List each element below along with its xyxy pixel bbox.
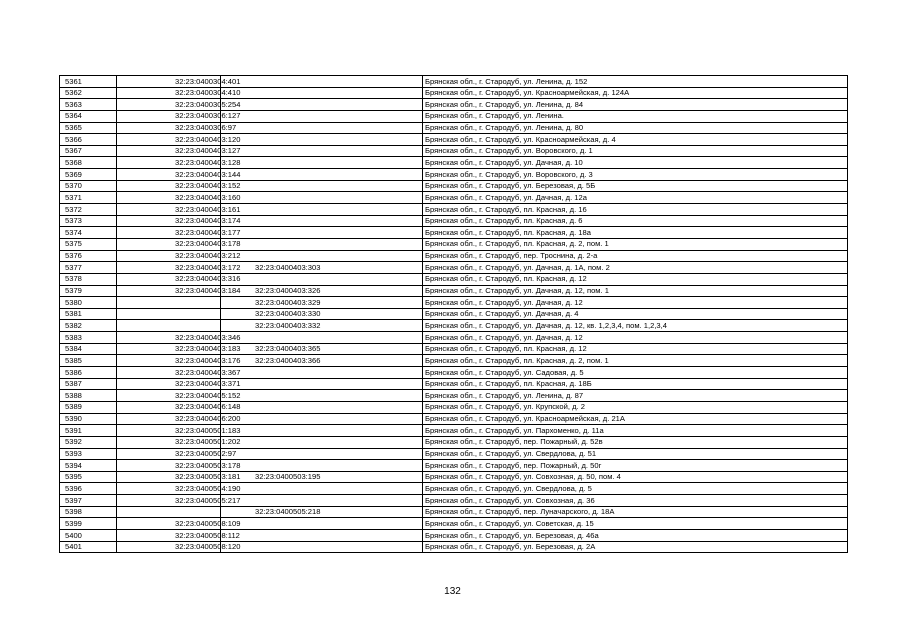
previous-cadastral-number-cell [221,436,423,448]
cadastral-number-cell: 32:23:0400306:97 [117,122,221,134]
table-row [60,308,848,320]
address-cell: Брянская обл., г. Стародуб, ул. Ленина, д. 87 [423,390,848,402]
address-cell: Брянская обл., г. Стародуб, пл. Красная, д. 2, пом. 1 [423,355,848,367]
address-cell: Брянская обл., г. Стародуб, ул. Ленина, д. 80 [423,122,848,134]
address-cell: Брянская обл., г. Стародуб, ул. Ленина, д. 84 [423,99,848,111]
table-row [60,157,848,169]
row-number-cell: 5377 [60,262,117,274]
table-row [60,343,848,355]
table-row [60,204,848,216]
previous-cadastral-number-cell [221,134,423,146]
previous-cadastral-number-cell [221,87,423,99]
previous-cadastral-number-cell [221,76,423,88]
previous-cadastral-number-cell [221,529,423,541]
address-cell: Брянская обл., г. Стародуб, ул. Дачная, д. 1А, пом. 2 [423,262,848,274]
table-row [60,285,848,297]
row-number-cell: 5373 [60,215,117,227]
address-cell: Брянская обл., г. Стародуб, ул. Дачная, д. 10 [423,157,848,169]
table-row [60,436,848,448]
cadastral-number-cell: 32:23:0400304:401 [117,76,221,88]
table-row [60,215,848,227]
cadastral-number-cell: 32:23:0400403:316 [117,273,221,285]
row-number-cell: 5388 [60,390,117,402]
table-row [60,192,848,204]
table-row [60,529,848,541]
cadastral-number-cell: 32:23:0400406:148 [117,401,221,413]
previous-cadastral-number-cell [221,378,423,390]
row-number-cell: 5363 [60,99,117,111]
cadastral-number-cell: 32:23:0400403:144 [117,169,221,181]
cadastral-number-cell: 32:23:0400505:217 [117,495,221,507]
row-number-cell: 5396 [60,483,117,495]
previous-cadastral-number-cell [221,483,423,495]
row-number-cell: 5386 [60,367,117,379]
previous-cadastral-number-cell: 32:23:0400505:218 [221,506,423,518]
row-number-cell: 5383 [60,332,117,344]
row-number-cell: 5379 [60,285,117,297]
cadastral-number-cell: 32:23:0400304:410 [117,87,221,99]
previous-cadastral-number-cell [221,110,423,122]
registry-table [59,75,848,553]
address-cell: Брянская обл., г. Стародуб, пл. Красная, д. 12 [423,273,848,285]
cadastral-number-cell: 32:23:0400403:127 [117,145,221,157]
table-row [60,367,848,379]
address-cell: Брянская обл., г. Стародуб, ул. Воровского, д. 3 [423,169,848,181]
cadastral-number-cell: 32:23:0400405:152 [117,390,221,402]
address-cell: Брянская обл., г. Стародуб, ул. Крупской, д. 2 [423,401,848,413]
registry-table-body [60,76,848,553]
cadastral-number-cell: 32:23:0400403:160 [117,192,221,204]
address-cell: Брянская обл., г. Стародуб, пер. Пожарный, д. 50г [423,460,848,472]
address-cell: Брянская обл., г. Стародуб, ул. Дачная, д. 12 [423,332,848,344]
cadastral-number-cell: 32:23:0400403:174 [117,215,221,227]
row-number-cell: 5401 [60,541,117,553]
address-cell: Брянская обл., г. Стародуб, ул. Дачная, д. 12 [423,297,848,309]
address-cell: Брянская обл., г. Стародуб, пл. Красная, д. 18а [423,227,848,239]
address-cell: Брянская обл., г. Стародуб, ул. Ленина. [423,110,848,122]
row-number-cell: 5367 [60,145,117,157]
table-row [60,180,848,192]
cadastral-number-cell: 32:23:0400306:127 [117,110,221,122]
address-cell: Брянская обл., г. Стародуб, пл. Красная, д. 16 [423,204,848,216]
table-row [60,145,848,157]
row-number-cell: 5382 [60,320,117,332]
row-number-cell: 5387 [60,378,117,390]
row-number-cell: 5399 [60,518,117,530]
previous-cadastral-number-cell [221,99,423,111]
previous-cadastral-number-cell [221,145,423,157]
row-number-cell: 5378 [60,273,117,285]
table-row [60,495,848,507]
address-cell: Брянская обл., г. Стародуб, пер. Троснина, д. 2-а [423,250,848,262]
address-cell: Брянская обл., г. Стародуб, ул. Свердлова, д. 5 [423,483,848,495]
previous-cadastral-number-cell: 32:23:0400403:366 [221,355,423,367]
previous-cadastral-number-cell [221,495,423,507]
row-number-cell: 5365 [60,122,117,134]
previous-cadastral-number-cell: 32:23:0400403:329 [221,297,423,309]
cadastral-number-cell: 32:23:0400403:177 [117,227,221,239]
cadastral-number-cell: 32:23:0400406:200 [117,413,221,425]
row-number-cell: 5391 [60,425,117,437]
row-number-cell: 5381 [60,308,117,320]
cadastral-number-cell: 32:23:0400508:120 [117,541,221,553]
previous-cadastral-number-cell [221,157,423,169]
cadastral-number-cell: 32:23:0400403:346 [117,332,221,344]
address-cell: Брянская обл., г. Стародуб, ул. Совхозная, д. 36 [423,495,848,507]
cadastral-number-cell: 32:23:0400403:367 [117,367,221,379]
previous-cadastral-number-cell [221,169,423,181]
address-cell: Брянская обл., г. Стародуб, ул. Свердлова, д. 51 [423,448,848,460]
previous-cadastral-number-cell: 32:23:0400403:332 [221,320,423,332]
cadastral-number-cell: 32:23:0400501:183 [117,425,221,437]
address-cell: Брянская обл., г. Стародуб, ул. Красноармейская, д. 21А [423,413,848,425]
address-cell: Брянская обл., г. Стародуб, ул. Воровского, д. 1 [423,145,848,157]
previous-cadastral-number-cell [221,425,423,437]
table-row [60,425,848,437]
previous-cadastral-number-cell: 32:23:0400403:326 [221,285,423,297]
table-row [60,541,848,553]
cadastral-number-cell: 32:23:0400403:183 [117,343,221,355]
cadastral-number-cell [117,297,221,309]
table-row [60,332,848,344]
table-row [60,238,848,250]
cadastral-number-cell: 32:23:0400403:161 [117,204,221,216]
cadastral-number-cell: 32:23:0400508:109 [117,518,221,530]
row-number-cell: 5361 [60,76,117,88]
row-number-cell: 5385 [60,355,117,367]
row-number-cell: 5372 [60,204,117,216]
row-number-cell: 5400 [60,529,117,541]
address-cell: Брянская обл., г. Стародуб, пл. Красная, д. 2, пом. 1 [423,238,848,250]
previous-cadastral-number-cell [221,460,423,472]
cadastral-number-cell: 32:23:0400403:178 [117,238,221,250]
address-cell: Брянская обл., г. Стародуб, ул. Березовая, д. 46а [423,529,848,541]
cadastral-number-cell: 32:23:0400305:254 [117,99,221,111]
table-row [60,297,848,309]
cadastral-number-cell: 32:23:0400503:181 [117,471,221,483]
row-number-cell: 5371 [60,192,117,204]
row-number-cell: 5366 [60,134,117,146]
previous-cadastral-number-cell [221,227,423,239]
table-row [60,448,848,460]
cadastral-number-cell: 32:23:0400403:184 [117,285,221,297]
address-cell: Брянская обл., г. Стародуб, ул. Дачная, д. 12, пом. 1 [423,285,848,297]
previous-cadastral-number-cell [221,273,423,285]
cadastral-number-cell: 32:23:0400403:120 [117,134,221,146]
table-row [60,506,848,518]
cadastral-number-cell: 32:23:0400508:112 [117,529,221,541]
row-number-cell: 5380 [60,297,117,309]
row-number-cell: 5393 [60,448,117,460]
previous-cadastral-number-cell [221,518,423,530]
row-number-cell: 5364 [60,110,117,122]
previous-cadastral-number-cell [221,250,423,262]
address-cell: Брянская обл., г. Стародуб, ул. Дачная, д. 12а [423,192,848,204]
previous-cadastral-number-cell [221,401,423,413]
cadastral-number-cell: 32:23:0400403:172 [117,262,221,274]
table-row [60,169,848,181]
row-number-cell: 5375 [60,238,117,250]
table-row [60,110,848,122]
table-row [60,273,848,285]
address-cell: Брянская обл., г. Стародуб, пл. Красная, д. 12 [423,343,848,355]
previous-cadastral-number-cell [221,215,423,227]
row-number-cell: 5390 [60,413,117,425]
table-row [60,99,848,111]
cadastral-number-cell: 32:23:0400503:178 [117,460,221,472]
cadastral-number-cell: 32:23:0400403:371 [117,378,221,390]
address-cell: Брянская обл., г. Стародуб, ул. Совхозная, д. 50, пом. 4 [423,471,848,483]
previous-cadastral-number-cell [221,192,423,204]
cadastral-number-cell: 32:23:0400403:176 [117,355,221,367]
table-row [60,250,848,262]
address-cell: Брянская обл., г. Стародуб, ул. Ленина, д. 152 [423,76,848,88]
row-number-cell: 5389 [60,401,117,413]
previous-cadastral-number-cell [221,541,423,553]
cadastral-number-cell [117,308,221,320]
previous-cadastral-number-cell: 32:23:0400403:303 [221,262,423,274]
row-number-cell: 5368 [60,157,117,169]
address-cell: Брянская обл., г. Стародуб, ул. Березовая, д. 2А [423,541,848,553]
address-cell: Брянская обл., г. Стародуб, ул. Красноармейская, д. 124А [423,87,848,99]
row-number-cell: 5370 [60,180,117,192]
cadastral-number-cell [117,320,221,332]
table-row [60,483,848,495]
cadastral-number-cell: 32:23:0400403:212 [117,250,221,262]
previous-cadastral-number-cell [221,332,423,344]
previous-cadastral-number-cell [221,448,423,460]
table-row [60,413,848,425]
table-row [60,518,848,530]
previous-cadastral-number-cell: 32:23:0400503:195 [221,471,423,483]
row-number-cell: 5384 [60,343,117,355]
cadastral-number-cell: 32:23:0400504:190 [117,483,221,495]
previous-cadastral-number-cell: 32:23:0400403:330 [221,308,423,320]
cadastral-number-cell: 32:23:0400403:152 [117,180,221,192]
table-row [60,134,848,146]
previous-cadastral-number-cell [221,122,423,134]
cadastral-number-cell [117,506,221,518]
row-number-cell: 5397 [60,495,117,507]
row-number-cell: 5376 [60,250,117,262]
cadastral-number-cell: 32:23:0400501:202 [117,436,221,448]
address-cell: Брянская обл., г. Стародуб, ул. Дачная, д. 4 [423,308,848,320]
address-cell: Брянская обл., г. Стародуб, ул. Дачная, д. 12, кв. 1,2,3,4, пом. 1,2,3,4 [423,320,848,332]
address-cell: Брянская обл., г. Стародуб, ул. Пархоменко, д. 11а [423,425,848,437]
cadastral-number-cell: 32:23:0400403:128 [117,157,221,169]
address-cell: Брянская обл., г. Стародуб, пл. Красная, д. 18Б [423,378,848,390]
row-number-cell: 5394 [60,460,117,472]
previous-cadastral-number-cell [221,390,423,402]
table-row [60,355,848,367]
previous-cadastral-number-cell [221,367,423,379]
address-cell: Брянская обл., г. Стародуб, ул. Садовая, д. 5 [423,367,848,379]
table-row [60,378,848,390]
row-number-cell: 5392 [60,436,117,448]
address-cell: Брянская обл., г. Стародуб, ул. Березовая, д. 5Б [423,180,848,192]
table-row [60,390,848,402]
row-number-cell: 5395 [60,471,117,483]
row-number-cell: 5374 [60,227,117,239]
previous-cadastral-number-cell: 32:23:0400403:365 [221,343,423,355]
table-row [60,122,848,134]
row-number-cell: 5398 [60,506,117,518]
table-row [60,460,848,472]
table-row [60,471,848,483]
table-row [60,262,848,274]
previous-cadastral-number-cell [221,413,423,425]
table-row [60,320,848,332]
previous-cadastral-number-cell [221,204,423,216]
table-row [60,76,848,88]
row-number-cell: 5369 [60,169,117,181]
address-cell: Брянская обл., г. Стародуб, пл. Красная, д. 6 [423,215,848,227]
cadastral-number-cell: 32:23:0400502:97 [117,448,221,460]
page-number: 132 [444,586,461,597]
address-cell: Брянская обл., г. Стародуб, пер. Пожарный, д. 52в [423,436,848,448]
previous-cadastral-number-cell [221,180,423,192]
table-row [60,401,848,413]
previous-cadastral-number-cell [221,238,423,250]
table-row [60,227,848,239]
address-cell: Брянская обл., г. Стародуб, ул. Красноармейская, д. 4 [423,134,848,146]
address-cell: Брянская обл., г. Стародуб, пер. Луначарского, д. 18А [423,506,848,518]
address-cell: Брянская обл., г. Стародуб, ул. Советская, д. 15 [423,518,848,530]
row-number-cell: 5362 [60,87,117,99]
table-row [60,87,848,99]
